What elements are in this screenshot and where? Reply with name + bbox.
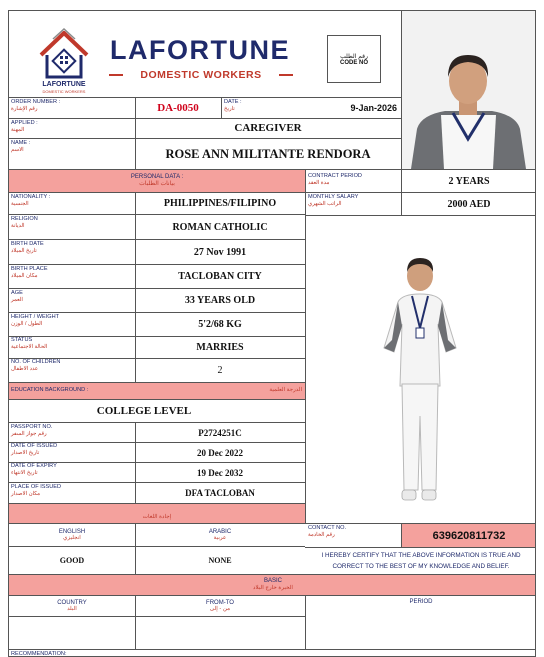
status-value: MARRIES [196, 341, 244, 353]
experience-header [9, 575, 536, 595]
birth-date-value: 27 Nov 1991 [193, 246, 247, 258]
education-header-ar: الدرجة العلمية [269, 387, 302, 393]
contact-label-ar: رقم الخادمة [308, 531, 335, 538]
education-header [9, 383, 305, 399]
nationality-value: PHILIPPINES/FILIPINO [163, 198, 277, 209]
contact-label [306, 525, 401, 545]
english-value: GOOD [59, 555, 85, 565]
date-issued-value: 20 Dec 2022 [197, 447, 243, 458]
full-body-photo [306, 216, 536, 523]
place-issued-value: DFA TACLOBAN [185, 488, 255, 498]
date-expiry-label-ar: تاريخ الانتهاء [11, 469, 38, 476]
country-label-ar: البلد [67, 606, 77, 612]
place-issued-label: PLACE OF ISSUED [11, 484, 62, 490]
status-label-ar: الحالة الاجتماعية [11, 343, 48, 350]
english-label-en: ENGLISH [58, 529, 86, 535]
code-no-label-ar: رقم الطلب [340, 53, 368, 60]
date-label [222, 99, 262, 115]
education-value: COLLEGE LEVEL [96, 405, 192, 417]
languages-header-ar: إجادة اللغات [142, 513, 172, 520]
applied-label-ar: المهنة [11, 126, 25, 133]
date-issued-label-ar: تاريخ الاصدار [11, 449, 40, 456]
children-value: 2 [217, 365, 223, 376]
order-number-label-ar: رقم الإشارة [11, 105, 38, 112]
passport-no-label-ar: رقم جواز السفر [11, 430, 47, 437]
contract-period-label-ar: مدة العقد [308, 179, 330, 186]
logo-emblem [35, 25, 93, 83]
date-expiry-label: DATE OF EXPIRY [11, 463, 57, 469]
from-to-label: FROM-TO [206, 600, 234, 606]
birth-place-label: BIRTH PLACE [11, 266, 48, 272]
contact-label-en: CONTACT NO. [308, 525, 347, 531]
children-label-ar: عدد الاطفال [11, 365, 39, 372]
name-label-ar: الاسم [11, 146, 24, 153]
religion-label-ar: الديانة [11, 222, 25, 229]
experience-header-en: BASIC [263, 578, 282, 584]
code-no-label: CODE NO [339, 59, 368, 66]
birth-date-label-ar: تاريخ الميلاد [11, 247, 37, 254]
name-label-en: NAME : [11, 140, 31, 146]
height-weight-label-ar: الطول / الوزن [11, 320, 43, 327]
english-label [9, 524, 135, 546]
certify-statement: I HEREBY CERTIFY THAT THE ABOVE INFORMATION IS TRUE AND CORRECT TO THE BEST OF MY KNOWLEDGE AND BELIEF. [321, 552, 521, 570]
name-value: ROSE ANN MILITANTE RENDORA [165, 146, 371, 161]
place-issued-label-ar: مكان الاصدار [11, 490, 41, 497]
code-no-box [327, 35, 381, 83]
english-label-ar: انجليزي [63, 535, 81, 541]
passport-no-value: P2724251C [198, 427, 242, 438]
full-body-figure-icon [306, 216, 536, 523]
brand-tagline: DOMESTIC WORKERS [140, 69, 262, 81]
monthly-salary-label [306, 194, 400, 212]
contract-period-label-en: CONTRACT PERIOD [308, 173, 362, 179]
monthly-salary-label-en: MONTHLY SALARY [308, 194, 359, 200]
education-header-en: EDUCATION BACKGROUND : [11, 387, 89, 393]
order-number-value: DA-0050 [157, 102, 199, 114]
from-to-header [135, 596, 305, 616]
status-label: STATUS [11, 337, 33, 343]
languages-header [9, 504, 305, 523]
personal-data-header [9, 170, 305, 192]
brand-tagline-bar [109, 69, 293, 81]
religion-value: ROMAN CATHOLIC [172, 221, 268, 233]
personal-data-header-en: PERSONAL DATA : [130, 174, 184, 180]
monthly-salary-label-ar: الراتب الشهري [308, 200, 342, 207]
passport-no-label: PASSPORT NO. [11, 424, 53, 430]
date-value: 9-Jan-2026 [350, 103, 397, 113]
birth-place-label-ar: مكان الميلاد [11, 272, 38, 279]
religion-label: RELIGION [11, 216, 38, 222]
portrait-photo [401, 11, 536, 169]
date-label-ar: تاريخ [224, 105, 235, 112]
applied-value: CAREGIVER [234, 122, 302, 134]
period-label: PERIOD [409, 599, 433, 605]
order-number-label-en: ORDER NUMBER : [11, 99, 61, 105]
nationality-label: NATIONALITY : [11, 194, 51, 200]
experience-header-ar: الخبرة خارج البلاد [253, 585, 293, 591]
contract-period-label [306, 173, 400, 191]
height-weight-value: 5'2/68 KG [198, 319, 242, 330]
personal-data-header-ar: بيانات الطلبات [139, 181, 175, 187]
birth-place-value: TACLOBAN CITY [178, 271, 262, 282]
date-label-en: DATE : [224, 99, 242, 105]
country-label: COUNTRY [57, 600, 87, 606]
from-to-label-ar: من - إلى [209, 606, 231, 612]
name-label [9, 140, 135, 156]
height-weight-label: HEIGHT / WEIGHT [11, 314, 60, 320]
arabic-label [135, 524, 305, 546]
cv-sheet [8, 10, 536, 657]
logo-caption-name: LAFORTUNE [42, 80, 86, 88]
arabic-value: NONE [208, 555, 232, 565]
logo-caption [23, 79, 105, 95]
monthly-salary-value: 2000 AED [447, 198, 491, 210]
date-expiry-value: 19 Dec 2032 [197, 467, 243, 478]
age-value: 33 YEARS OLD [184, 295, 256, 306]
date-issued-label: DATE OF ISSUED [11, 443, 58, 449]
applied-label [9, 120, 135, 136]
recommendation-label: RECOMMENDATION: [11, 651, 67, 657]
contact-value: 639620811732 [402, 524, 536, 547]
children-label: NO. OF CHILDREN [11, 359, 61, 365]
age-label-ar: العمر [11, 296, 23, 303]
birth-date-label: BIRTH DATE [11, 241, 44, 247]
contract-period-value: 2 YEARS [448, 175, 490, 187]
period-header [305, 596, 536, 608]
order-number-label [9, 99, 135, 115]
house-logo-icon [35, 25, 93, 83]
logo-caption-sub: DOMESTIC WORKERS [42, 88, 86, 94]
nationality-label-ar: الجنسية [11, 200, 29, 207]
arabic-label-en: ARABIC [208, 529, 232, 535]
age-label: AGE [11, 290, 23, 296]
brand-title: LAFORTUNE [110, 35, 290, 65]
arabic-label-ar: عربية [213, 535, 227, 541]
country-header [9, 596, 135, 616]
portrait-figure-icon [401, 11, 536, 169]
applied-label-en: APPLIED : [11, 120, 38, 126]
